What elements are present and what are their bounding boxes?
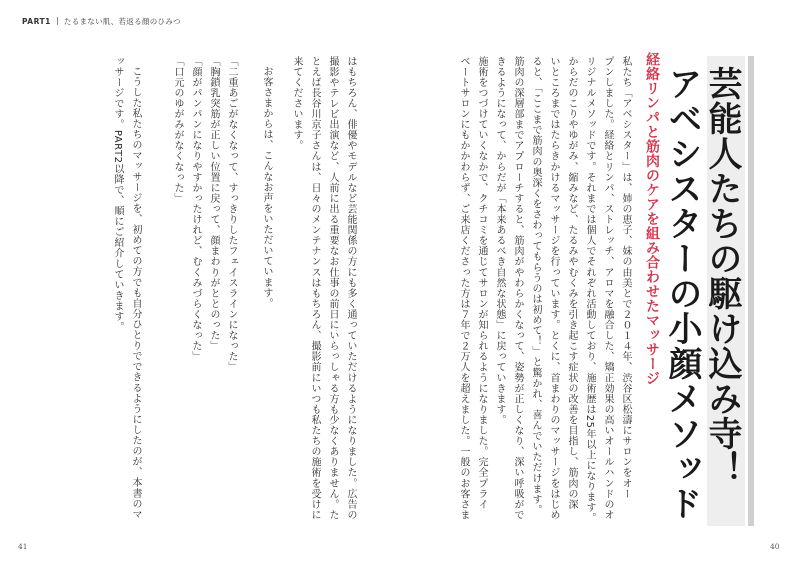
title-line-1: 芸能人たちの駆け込み寺！ (702, 66, 742, 486)
body-line-3: リジナルメソッドです。それまでは個人でそれぞれ活動しており、施術歴は25年以上になります。 (584, 56, 595, 524)
body-line-6: ると、「ここまで筋肉の奥深くをさわってもらうのは初めて！」と驚かれ、喜んでいただけます。 (530, 56, 541, 516)
body-line-16: 「二重あごがなくなって、すっきりしたフェイスラインになった」 (226, 56, 237, 373)
body-line-4: からだのこりやゆがみ、縮みなど、たるみやむくみを引き起こす症状の改善を目指し、筋肉の深 (566, 56, 577, 510)
title-line-2: アベシスターの小顔メソッド (662, 66, 702, 521)
page-number-right: 40 (770, 542, 780, 551)
section-title: たるまない肌、若返る顔のひみつ (63, 17, 181, 26)
page-number-left: 41 (18, 542, 28, 551)
body-line-17: 「胸鎖乳突筋が正しい位置に戻って、顔まわりがととのった」 (208, 56, 219, 352)
body-line-14: 来てくださいます。 (291, 56, 302, 151)
body-line-19: 「口元のゆがみがなくなった」 (172, 56, 183, 204)
body-line-7: 筋肉の深層部までアプローチすると、筋肉がやわらかくなって、姿勢が正しくなり、深い呼吸がで (512, 56, 523, 521)
body-line-13: とえば長谷川京子さんは、日々のメンテナンスはもちろん、撮影前にいつも私たちの施術を受けに (309, 56, 320, 521)
body-line-5: いところまではたらきかけるマッサージを行っています。とくに、首まわりのマッサージをはじめ (548, 56, 559, 521)
body-line-10: ベートサロンにもかかわらず、ご来店くださった方は７年で２万人を超えました。一般のお客さま (458, 56, 469, 521)
body-line-1: 私たち「アベシスター」は、姉の恵子、妹の由美とで２０１４年、渋谷区松濤にサロンをオー (620, 56, 631, 500)
body-line-8: きるようになって、からだが「本来あるべき自然な状態」に戻っていきます。 (494, 56, 505, 426)
title-accent-bar (748, 56, 754, 526)
subtitle: 経絡リンパと筋肉のケアを組み合わせたマッサージ (644, 52, 660, 386)
header-divider (57, 17, 58, 25)
body-line-11: はもちろん、俳優やモデルなど芸能関係の方にも多く通っていただけるようになりました。広告の (345, 56, 356, 521)
body-line-18: 「顔がパンパンになりやすかったけれど、むくみづらくなった」 (190, 56, 201, 362)
body-line-20: こうした私たちのマッサージを、初めての方でも自分ひとりでできるようにしたのが、本書のマ (130, 66, 141, 520)
body-line-12: 撮影やテレビ出演など、人前に出る重要なお仕事の前日にいらっしゃる方も少なくありません。た (327, 56, 338, 521)
body-line-2: プンしました。経絡とリンパ、ストレッチ、アロマを融合した、矯正効果の高いオールハンドのオ (602, 56, 613, 521)
running-header (22, 16, 181, 27)
body-line-21: ッサージです。PART2以降で、順にご紹介していきます。 (112, 56, 123, 333)
part-label: PART1 (22, 17, 51, 26)
body-line-9: 施術をつづけていくなかで、クチコミを通じてサロンが知られるようになりました。完全プライ (476, 56, 487, 510)
body-line-15: お客さまからは、こんなお声をいただいています。 (261, 66, 272, 309)
